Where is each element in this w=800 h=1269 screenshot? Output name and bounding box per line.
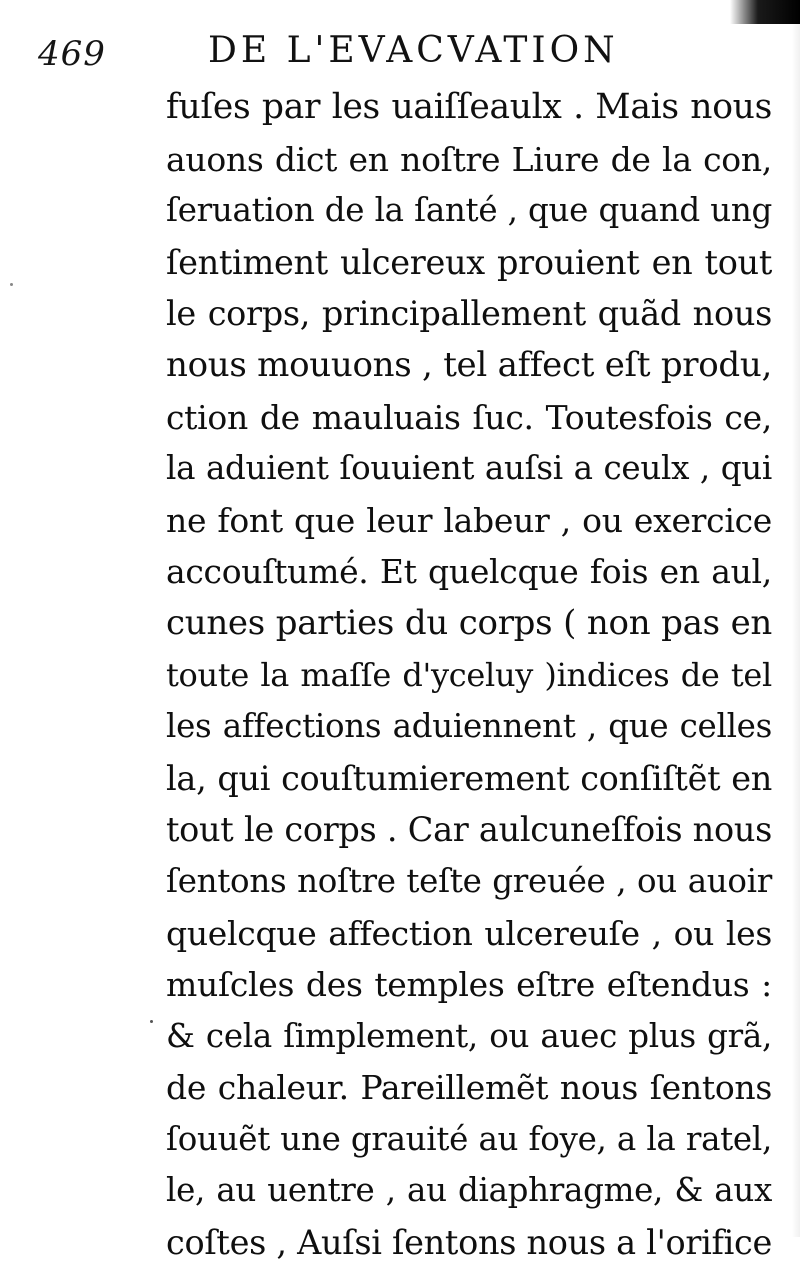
text-line: coſtes , Auſsi ſentons nous a l'orifice [166,1223,772,1263]
page-number: 469 [38,34,106,74]
text-line: fuſes par les uaiſſeaulx . Mais nous [166,87,772,127]
text-line: les affections aduiennent , que celles [166,707,772,746]
scan-edge-shadow [792,0,800,1237]
text-line: ſeruation de la ſanté , que quand ung [166,191,772,230]
running-head: DE L'EVACVATION [208,30,619,71]
text-line: la, qui couſtumierement conſiſtẽt en [166,758,772,798]
text-line: tout le corps . Car aulcuneſfois nous [166,810,772,850]
text-line: cunes parties du corps ( non pas en [166,602,772,643]
text-line: ction de mauluais ſuc. Toutesfois ce, [166,397,772,437]
text-line: ſentiment ulcereux prouient en tout [166,242,772,282]
text-line: accouſtumé. Et quelcque fois en aul, [166,552,772,592]
margin-speck [10,283,13,286]
text-line: ne font que leur labeur , ou exercice [166,500,772,540]
text-line: ſouuẽt une grauité au foye, a la ratel, [166,1119,772,1158]
text-line: auons dict en noſtre Liure de la con, [166,139,772,179]
text-line: muſcles des temples eſtre eſtendus : [166,965,772,1005]
text-line: toute la maſſe d'yceluy )indices de tel [166,655,772,694]
margin-speck [150,1020,153,1023]
text-line: nous mouuons , tel affect eſt produ, [166,344,772,385]
text-line: le, au uentre , au diaphragme, & aux [166,1171,772,1210]
text-line: la aduient ſouuient auſsi a ceulx , qui [166,449,772,488]
text-line: quelcque affection ulcereuſe , ou les [166,913,772,953]
text-line: & cela ſimplement, ou auec plus grã, [166,1016,772,1055]
text-line: le corps, principallement quãd nous [166,294,772,334]
scan-binding-shadow [730,0,800,24]
text-line: ſentons noſtre teſte greuée , ou auoir [166,861,772,900]
body-text [166,82,772,1269]
text-line: de chaleur. Pareillemẽt nous ſentons [166,1068,772,1108]
